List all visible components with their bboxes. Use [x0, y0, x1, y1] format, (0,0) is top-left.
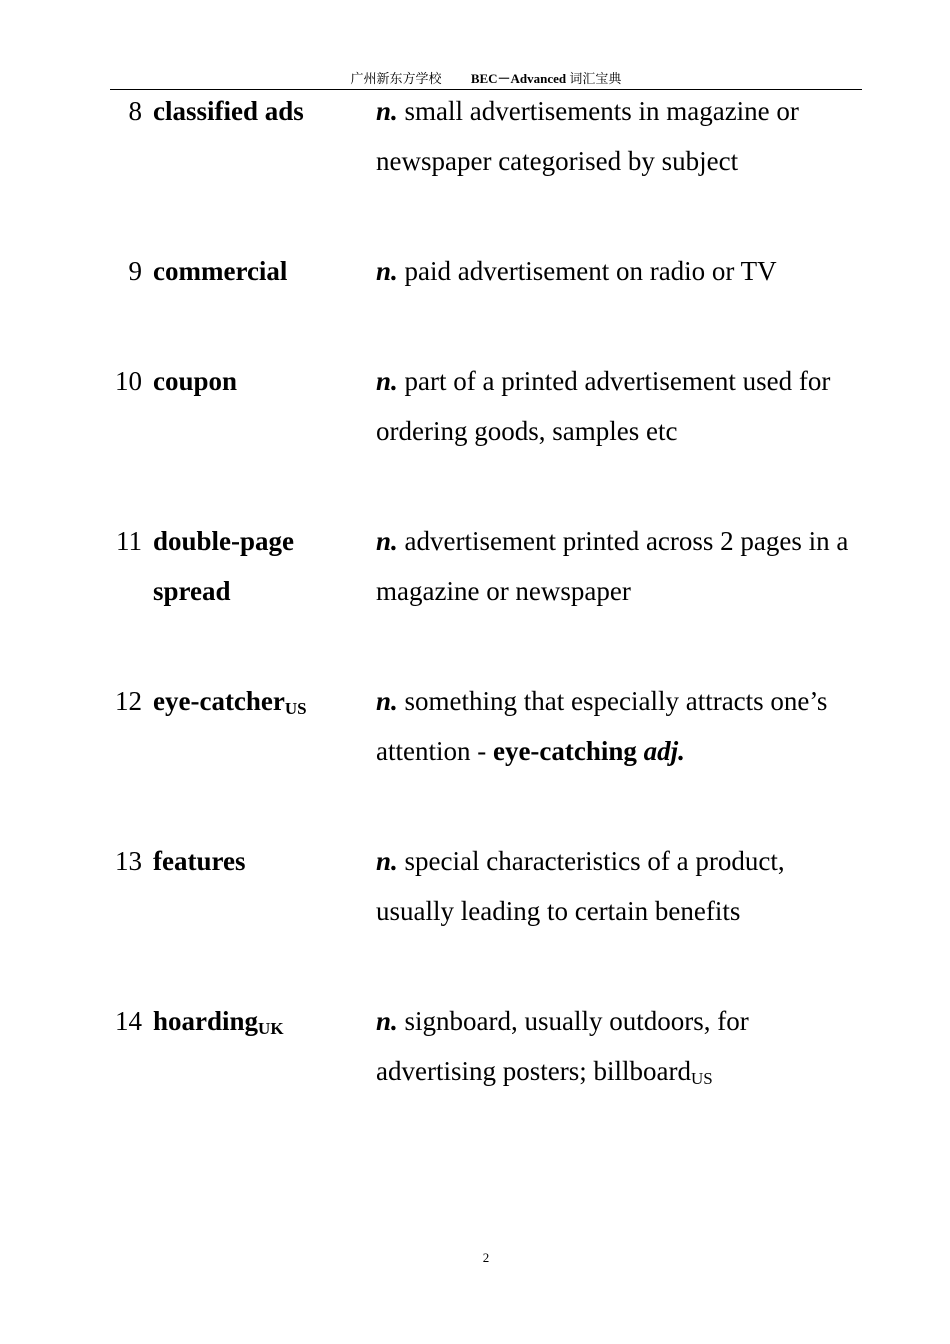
- region-label: UK: [258, 1019, 284, 1038]
- term-word: hoarding: [153, 1006, 259, 1036]
- header-course: BEC－Advanced: [470, 71, 567, 86]
- page-number: 2: [482, 1250, 490, 1265]
- entry-term: coupon: [153, 366, 238, 396]
- definition-text: signboard, usually outdoors, for advertising posters; billboard: [376, 1006, 749, 1086]
- entry-definition: [376, 246, 866, 296]
- entry-term: [153, 996, 363, 1054]
- header-school: 广州新东方学校: [350, 71, 442, 86]
- entry-definition: [376, 676, 866, 776]
- part-of-speech: n.: [376, 1006, 398, 1036]
- definition-text: paid advertisement on radio or TV: [404, 256, 777, 286]
- part-of-speech: n.: [376, 96, 398, 126]
- definition-text: small advertisements in magazine or newspaper categorised by subject: [376, 96, 799, 176]
- entry-term: double-page spread: [153, 526, 295, 606]
- entry-definition: [376, 86, 866, 186]
- part-of-speech: n.: [376, 526, 398, 556]
- related-part-of-speech: adj.: [643, 736, 685, 766]
- part-of-speech: n.: [376, 366, 398, 396]
- definition-text: advertisement printed across 2 pages in a magazine or newspaper: [376, 526, 849, 606]
- entry-number: 14: [115, 1006, 142, 1036]
- entry-number: 10: [115, 366, 142, 396]
- entry-number: 13: [115, 846, 142, 876]
- entry-term: features: [153, 846, 246, 876]
- region-label: US: [284, 699, 307, 718]
- related-term: eye-catching: [492, 736, 637, 766]
- entry-number: 11: [116, 526, 142, 556]
- entry-term: commercial: [153, 256, 288, 286]
- header-title: 词汇宝典: [569, 71, 622, 86]
- region-label: US: [690, 1069, 713, 1088]
- entry-number: 8: [128, 96, 142, 126]
- entry-term: classified ads: [153, 96, 304, 126]
- definition-text: part of a printed advertisement used for ordering goods, samples etc: [376, 366, 831, 446]
- entry-term: [153, 676, 363, 734]
- entry-definition: [376, 356, 866, 456]
- entry-number: 9: [128, 256, 142, 286]
- entry-definition: [376, 836, 866, 936]
- definition-text: special characteristics of a product, usually leading to certain benefits: [376, 846, 785, 926]
- entry-definition: [376, 996, 866, 1104]
- entry-definition: [376, 516, 866, 616]
- term-word: eye-catcher: [153, 686, 285, 716]
- part-of-speech: n.: [376, 846, 398, 876]
- part-of-speech: n.: [376, 256, 398, 286]
- part-of-speech: n.: [376, 686, 398, 716]
- entry-number: 12: [115, 686, 142, 716]
- definition-text: something that especially attracts one’s attention -: [376, 686, 828, 766]
